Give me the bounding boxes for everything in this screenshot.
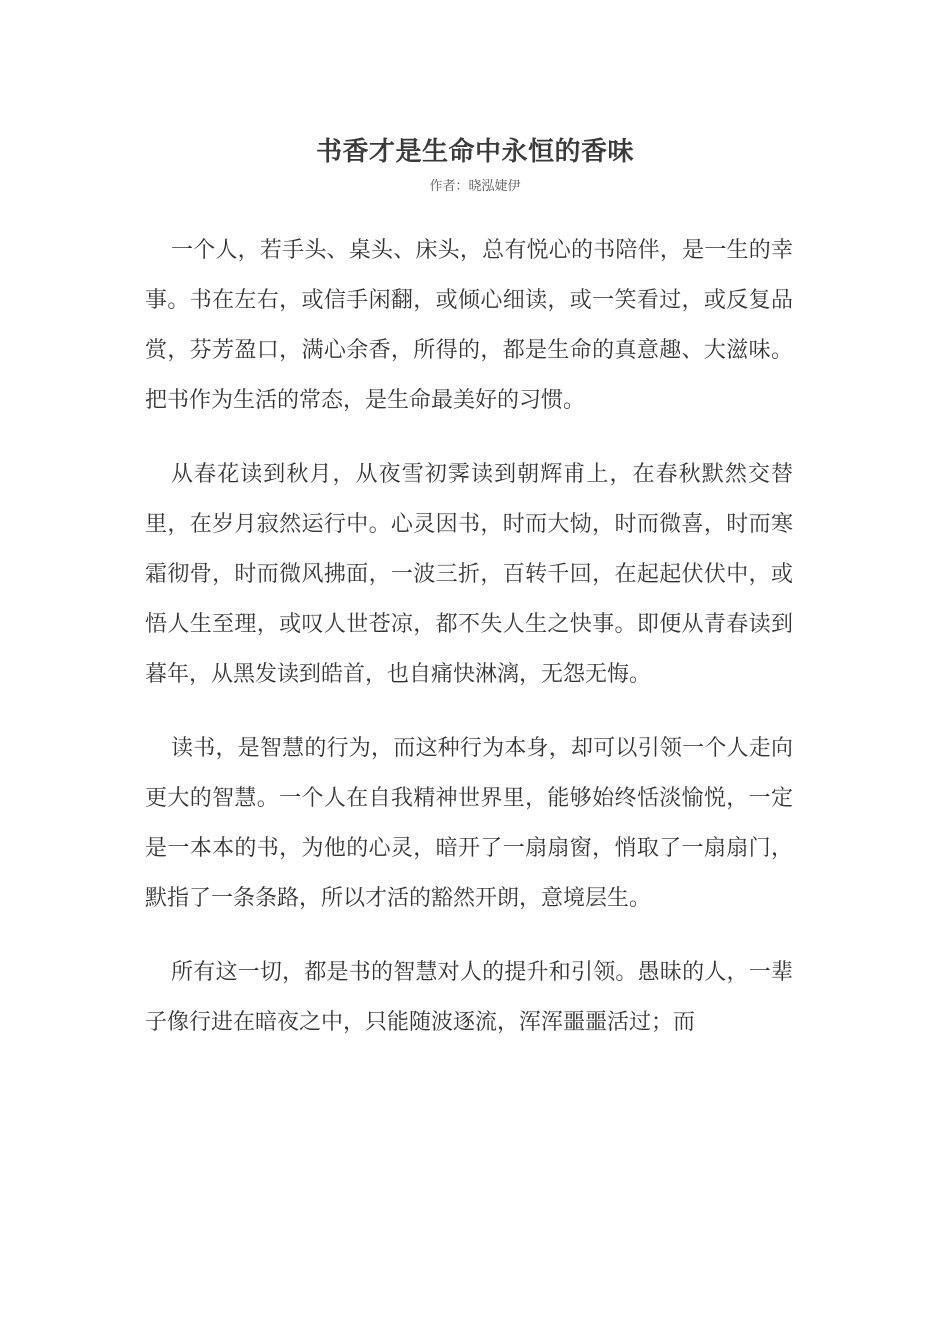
author-byline: 作者：晓泓婕伊	[429, 179, 521, 194]
paragraph: 读书，是智慧的行为，而这种行为本身，却可以引领一个人走向更大的智慧。一个人在自我精神世界里，能够始终恬淡愉悦，一定是一本本的书，为他的心灵，暗开了一扇扇窗，悄取了一扇扇门，默指了一条条路，所以才活的豁然开朗，意境层生。	[145, 736, 793, 911]
paragraph: 所有这一切，都是书的智慧对人的提升和引领。愚昧的人，一辈子像行进在暗夜之中，只能随波逐流，浑浑噩噩活过；而	[145, 960, 793, 1035]
article-body	[145, 226, 793, 1072]
paragraph: 从春花读到秋月，从夜雪初霁读到朝辉甫上，在春秋默然交替里，在岁月寂然运行中。心灵因书，时而大恸，时而微喜，时而寒霜彻骨，时而微风拂面，一波三折，百转千回，在起起伏伏中，或悟人生至理，或叹人世苍凉，都不失人生之快事。即便从青春读到暮年，从黑发读到皓首，也自痛快淋漓，无怨无悔。	[145, 462, 793, 687]
article-title: 书香才是生命中永恒的香味	[315, 137, 634, 167]
paragraph: 一个人，若手头、桌头、床头，总有悦心的书陪伴，是一生的幸事。书在左右，或信手闲翻，或倾心细读，或一笑看过，或反复品赏，芬芳盈口，满心余香，所得的，都是生命的真意趣、大滋味。把书作为生活的常态，是生命最美好的习惯。	[145, 238, 793, 413]
